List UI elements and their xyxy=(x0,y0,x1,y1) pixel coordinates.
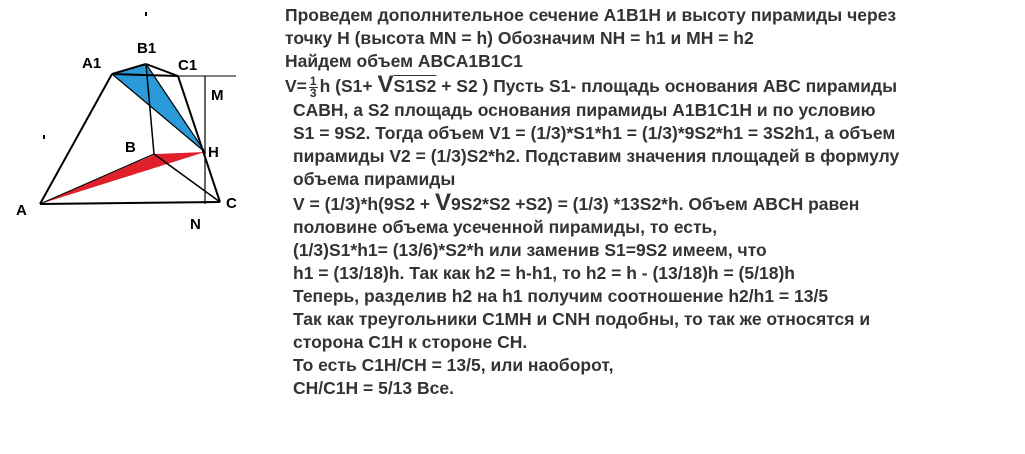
text-line: h1 = (13/18)h. Так как h2 = h-h1, то h2 = h - (13/18)h = (5/18)h xyxy=(293,262,795,283)
fraction-numerator: 1 xyxy=(309,73,317,88)
text-line: Теперь, разделив h2 на h1 получим соотношение h2/h1 = 13/5 xyxy=(293,285,829,306)
label-h: H xyxy=(208,144,219,161)
pyramid-figure xyxy=(0,0,260,240)
edge-b-c xyxy=(154,154,220,202)
radicand: S1S2 xyxy=(393,76,437,96)
formula-v: V= xyxy=(285,76,307,96)
text-line: точку H (высота MN = h) Обозначим NH = h1 и MH = h2 xyxy=(285,28,754,48)
label-a: A xyxy=(16,202,27,219)
edge-a-b xyxy=(40,154,154,204)
text-line: Проведем дополнительное сечение A1B1H и высоту пирамиды через xyxy=(285,5,897,25)
label-m: M xyxy=(211,87,224,104)
label-b: B xyxy=(125,139,136,156)
fraction-denominator: 3 xyxy=(309,85,317,100)
text-line: объема пирамиды xyxy=(293,168,456,189)
formula-part-b: 9S2*S2 +S2) = (1/3) *13S2*h. Объем ABCH равен xyxy=(451,193,860,214)
text-line: CH/C1H = 5/13 Все. xyxy=(293,377,454,398)
text-line: CABH, а S2 площадь основания пирамиды A1B1C1H и по условию xyxy=(293,99,876,120)
text-line: Найдем объем ABCA1B1C1 xyxy=(285,51,523,71)
formula-h: h (S1+ xyxy=(319,76,373,96)
formula-rest: + S2 ) Пусть S1- площадь основания ABC пирамиды xyxy=(441,76,898,96)
formula-part-a: V = (1/3)*h(9S2 + xyxy=(293,193,431,214)
label-a1: A1 xyxy=(82,55,102,72)
text-line: Так как треугольники C1MH и CNH подобны, то так же относятся и xyxy=(293,308,871,329)
text-line: половине объема усеченной пирамиды, то есть, xyxy=(293,216,718,237)
formula-v-line xyxy=(285,188,1020,216)
text-line: пирамиды V2 = (1/3)S2*h2. Подставим значения площадей в формулу xyxy=(293,145,900,166)
fraction-one-third xyxy=(309,73,318,100)
text-line: S1 = 9S2. Тогда объем V1 = (1/3)*S1*h1 = (1/3)*9S2*h1 = 3S2h1, а объем xyxy=(293,122,896,143)
volume-formula-line xyxy=(285,73,1020,99)
root-sign: V xyxy=(377,71,394,98)
label-n: N xyxy=(190,216,201,233)
solution-text xyxy=(285,4,1020,400)
label-c1: C1 xyxy=(178,57,198,74)
root-sign: V xyxy=(435,188,452,216)
text-line: сторона C1H к стороне CH. xyxy=(293,331,528,352)
text-line: (1/3)S1*h1= (13/6)*S2*h или заменив S1=9S2 имеем, что xyxy=(293,239,767,260)
edge-a-c xyxy=(40,202,220,204)
label-c: C xyxy=(226,195,237,212)
label-b1: B1 xyxy=(137,40,157,57)
text-line: То есть C1H/CH = 13/5, или наоборот, xyxy=(293,354,614,375)
